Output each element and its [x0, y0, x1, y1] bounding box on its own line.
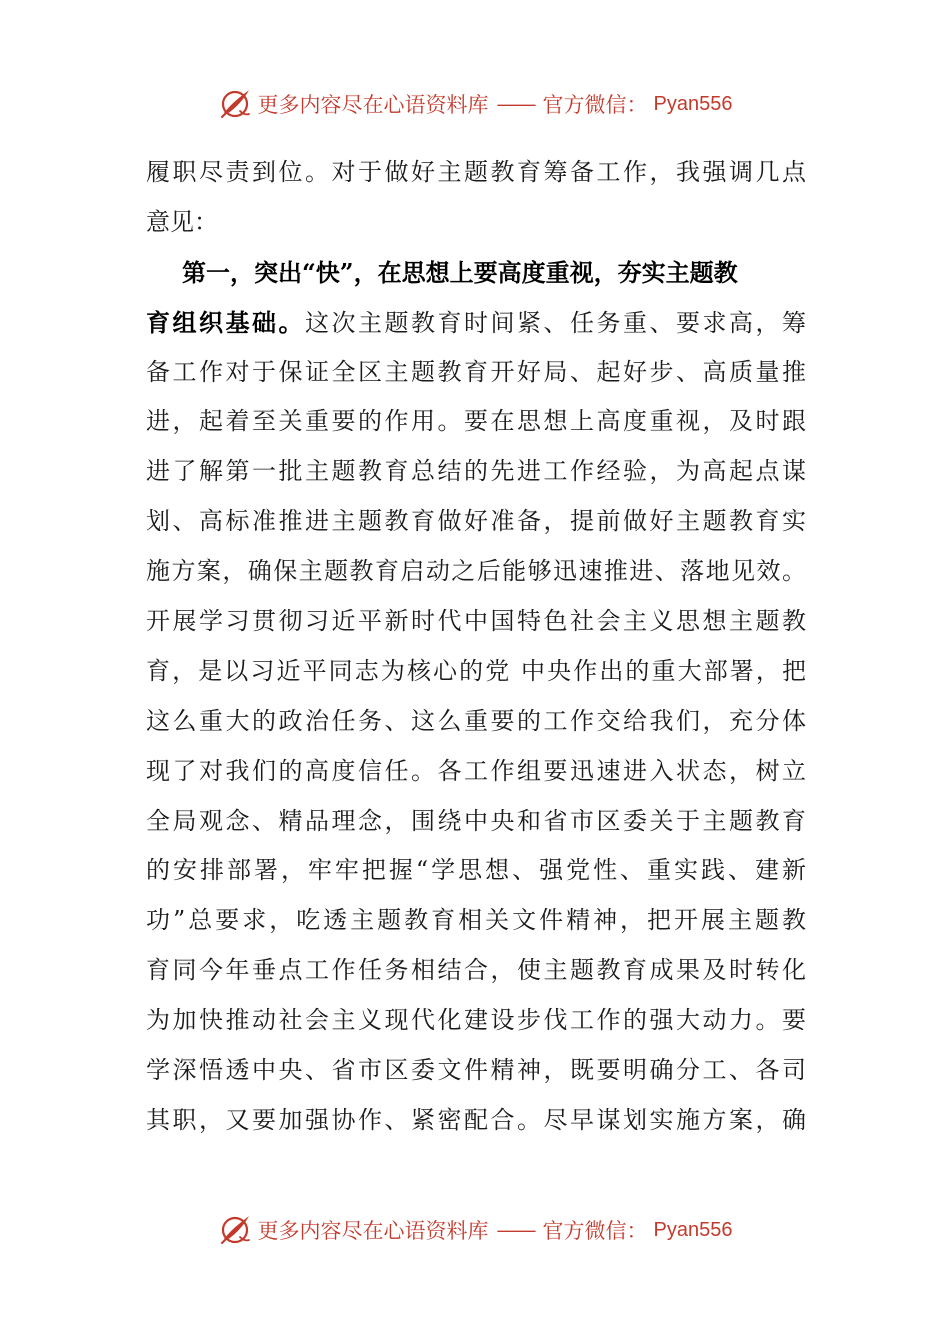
paragraph-line: 意见： [146, 207, 218, 236]
paragraph-line: 功”总要求，吃透主题教育相关文件精神，把开展主题教 [146, 906, 806, 935]
paragraph-line [146, 298, 806, 348]
paragraph-line: 划、高标准推进主题教育做好准备，提前做好主题教育实 [146, 507, 806, 536]
document-body [146, 148, 806, 1146]
paragraph-line: 全局观念、精品理念，围绕中央和省市区委关于主题教育 [146, 806, 806, 835]
banner-wechat-id: Pyan556 [653, 92, 733, 115]
paragraph-line: 履职尽责到位。对于做好主题教育筹备工作，我强调几点 [146, 158, 806, 186]
paragraph-line: 育同今年垂点工作任务相结合，使主题教育成果及时转化 [146, 956, 806, 985]
paragraph-line: 现了对我们的高度信任。各工作组要迅速进入状态，树立 [146, 756, 806, 785]
section-heading-tail: 育组织基础。 [146, 307, 305, 337]
paragraph-line: 开展学习贯彻习近平新时代中国特色社会主义思想主题教 [146, 607, 806, 636]
banner-label: 官方微信： [542, 1219, 648, 1243]
quill-logo-icon [218, 1213, 252, 1247]
paragraph-line: 备工作对于保证全区主题教育开好局、起好步、高质量推 [146, 357, 806, 386]
paragraph-line: 这么重大的政治任务、这么重要的工作交给我们，充分体 [146, 706, 806, 735]
header-banner [0, 84, 950, 124]
quill-logo-icon [218, 87, 252, 121]
paragraph-line: 学深悟透中央、省市区委文件精神，既要明确分工、各司 [146, 1056, 806, 1085]
paragraph-line: 为加快推动社会主义现代化建设步伐工作的强大动力。要 [146, 1006, 806, 1035]
paragraph-line: 施方案，确保主题教育启动之后能够迅速推进、落地见效。 [146, 557, 806, 586]
paragraph-line: 的安排部署，牢牢把握“学思想、强党性、重实践、建新 [146, 856, 806, 885]
banner-text: 更多内容尽在心语资料库 [257, 1219, 489, 1243]
paragraph-line: 其职，又要加强协作、紧密配合。尽早谋划实施方案，确 [146, 1105, 806, 1134]
banner-text: 更多内容尽在心语资料库 [257, 93, 489, 117]
banner-label: 官方微信： [542, 93, 648, 117]
banner-dash: —— [496, 92, 535, 116]
footer-banner [0, 1210, 950, 1250]
banner-wechat-id: Pyan556 [653, 1218, 733, 1241]
paragraph-line-rest: 这次主题教育时间紧、任务重、要求高，筹 [305, 308, 806, 337]
paragraph-line: 进，起着至关重要的作用。要在思想上高度重视，及时跟 [146, 407, 806, 436]
banner-dash: —— [496, 1218, 535, 1242]
section-heading: 第一，突出“快”，在思想上要高度重视，夯实主题教 [182, 257, 738, 287]
paragraph-line: 育，是以习近平同志为核心的党 中央作出的重大部署，把 [146, 656, 806, 685]
paragraph-line: 进了解第一批主题教育总结的先进工作经验，为高起点谋 [146, 457, 806, 486]
